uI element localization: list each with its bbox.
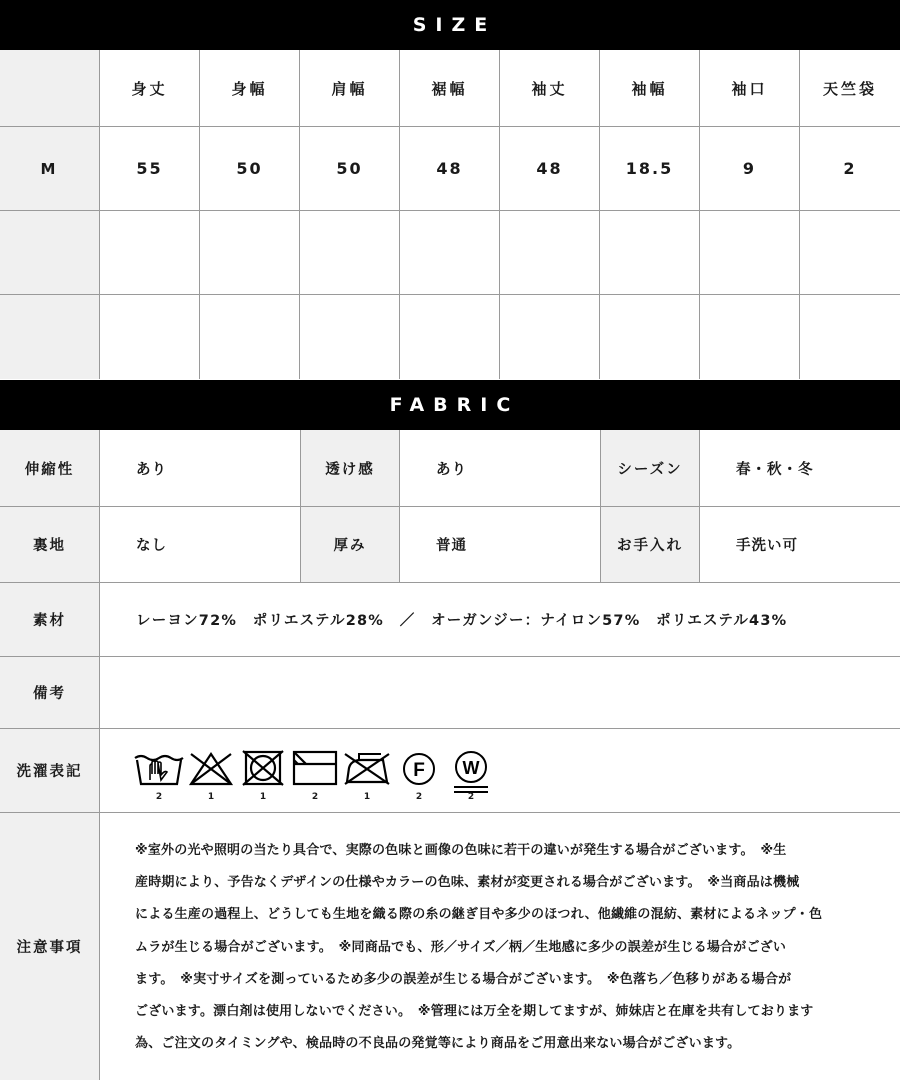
- size-header-sleeve-width: 袖幅: [600, 50, 700, 126]
- table-row: [0, 127, 900, 211]
- remarks-label: 備考: [0, 657, 100, 728]
- size-value: [500, 295, 600, 379]
- table-row: [0, 211, 900, 295]
- washing-symbol-number: 1: [207, 791, 215, 802]
- size-value: 50: [200, 127, 300, 210]
- notes-line: ます。 ※実寸サイズを測っているため多少の誤差が生じる場合がございます。 ※色落ち／色移りがある場合が: [135, 971, 792, 987]
- size-value: [600, 295, 700, 379]
- size-value: [100, 295, 200, 379]
- care-value: 手洗い可: [736, 538, 798, 554]
- remarks-value: [100, 657, 900, 728]
- size-value: [800, 211, 900, 294]
- size-table: [0, 50, 900, 379]
- size-header-corner: [0, 50, 100, 126]
- table-row: [0, 430, 900, 507]
- washing-label: 洗濯表記: [0, 729, 100, 812]
- washing-symbol: [239, 750, 287, 802]
- size-value: [600, 211, 700, 294]
- washing-symbol-number: 2: [155, 791, 163, 802]
- size-value: 2: [843, 159, 857, 178]
- lining-value: なし: [136, 538, 167, 554]
- stretch-label: 伸縮性: [0, 430, 100, 506]
- notes-line: ※室外の光や照明の当たり具合で、実際の色味と画像の色味に若干の違いが発生する場合がございます。 ※生: [135, 843, 787, 858]
- no-iron-icon: [341, 750, 393, 786]
- size-value: [100, 211, 200, 294]
- size-label: [0, 295, 100, 379]
- table-row: [0, 295, 900, 379]
- no-bleach-triangle-icon: [187, 750, 235, 786]
- sheer-label: 透け感: [300, 430, 400, 506]
- size-title: SIZE: [412, 14, 497, 36]
- size-value: [500, 211, 600, 294]
- table-row: [0, 657, 900, 729]
- season-value: 春・秋・冬: [736, 461, 814, 478]
- table-row: [0, 583, 900, 657]
- size-value: 55: [100, 127, 200, 210]
- notes-text: [135, 835, 822, 1060]
- lining-label: 裏地: [0, 507, 100, 582]
- no-tumble-dry-icon: [239, 750, 287, 786]
- season-label: シーズン: [600, 430, 700, 506]
- fabric-title: FABRIC: [389, 394, 520, 416]
- size-header-length: 身丈: [100, 50, 200, 126]
- material-label: 素材: [0, 583, 100, 656]
- size-value: [700, 211, 800, 294]
- sheer-value: あり: [436, 461, 467, 478]
- dry-clean-f-icon: [398, 750, 440, 786]
- washing-symbol-number: 2: [415, 791, 423, 802]
- washing-symbol: [135, 750, 183, 802]
- size-header-hem: 裾幅: [400, 50, 500, 126]
- table-row: [0, 507, 900, 583]
- notes-line: ございます。漂白剤は使用しないでください。 ※管理には万全を期してますが、姉妹店と在庫を共有しております: [135, 1004, 814, 1020]
- size-header-pocket: 天竺袋: [800, 50, 900, 126]
- fabric-table: [0, 430, 900, 1080]
- size-value: [300, 211, 400, 294]
- size-value: 48: [400, 127, 500, 210]
- notes-line: による生産の過程上、どうしても生地を織る際の糸の継ぎ目や多少のほつれ、他繊維の混紡、素材によるネップ・色: [135, 907, 823, 923]
- size-label: [0, 211, 100, 294]
- size-label: M: [0, 127, 100, 210]
- size-value: [400, 211, 500, 294]
- care-label: お手入れ: [600, 507, 700, 582]
- washing-symbol-number: 2: [467, 791, 475, 802]
- size-value: 48: [500, 127, 600, 210]
- size-header-shoulder: 肩幅: [300, 50, 400, 126]
- size-value: [200, 295, 300, 379]
- washing-symbols: [100, 729, 900, 812]
- size-header-width: 身幅: [200, 50, 300, 126]
- notes-label: 注意事項: [0, 813, 100, 1080]
- fabric-banner: [0, 380, 900, 430]
- notes-line: 産時期により、予告なくデザインの仕様やカラーの色味、素材が変更される場合がございます。 ※当商品は機械: [135, 875, 800, 891]
- washing-symbol: [187, 750, 235, 802]
- size-header-cuff: 袖口: [700, 50, 800, 126]
- hand-wash-tub-icon: [133, 750, 185, 786]
- size-value: 18.5: [600, 127, 700, 210]
- table-row: [0, 729, 900, 813]
- size-header-sleeve-length: 袖丈: [500, 50, 600, 126]
- size-value: [400, 295, 500, 379]
- size-value: [200, 211, 300, 294]
- washing-symbol: [343, 750, 391, 802]
- stretch-value: あり: [136, 461, 167, 478]
- washing-symbol-number: 2: [311, 791, 319, 802]
- size-value: [700, 295, 800, 379]
- table-row: [0, 813, 900, 1080]
- notes-content: [100, 813, 900, 1080]
- size-value: 9: [700, 127, 800, 210]
- wet-clean-w-icon: [450, 750, 492, 794]
- svg-text:W: W: [462, 757, 480, 778]
- washing-symbol-number: 1: [259, 791, 267, 802]
- line-dry-shade-icon: [291, 750, 339, 786]
- washing-symbol: [447, 750, 495, 802]
- size-value: [800, 295, 900, 379]
- size-banner: [0, 0, 900, 50]
- notes-line: ムラが生じる場合がございます。 ※同商品でも、形／サイズ／柄／生地感に多少の誤差が生じる場合がござい: [135, 939, 787, 955]
- size-header-row: [0, 50, 900, 127]
- thickness-value: 普通: [436, 538, 467, 554]
- thickness-label: 厚み: [300, 507, 400, 582]
- material-value: レーヨン72% ポリエステル28% ／ オーガンジー：ナイロン57% ポリエステル43%: [136, 613, 788, 629]
- washing-symbol: [395, 750, 443, 802]
- washing-symbol: [291, 750, 339, 802]
- notes-line: 為、ご注文のタイミングや、検品時の不良品の発覚等により商品をご用意出来ない場合がございます。: [135, 1036, 741, 1052]
- washing-symbol-number: 1: [363, 791, 371, 802]
- svg-text:F: F: [413, 759, 425, 781]
- size-value: 50: [300, 127, 400, 210]
- size-value: [300, 295, 400, 379]
